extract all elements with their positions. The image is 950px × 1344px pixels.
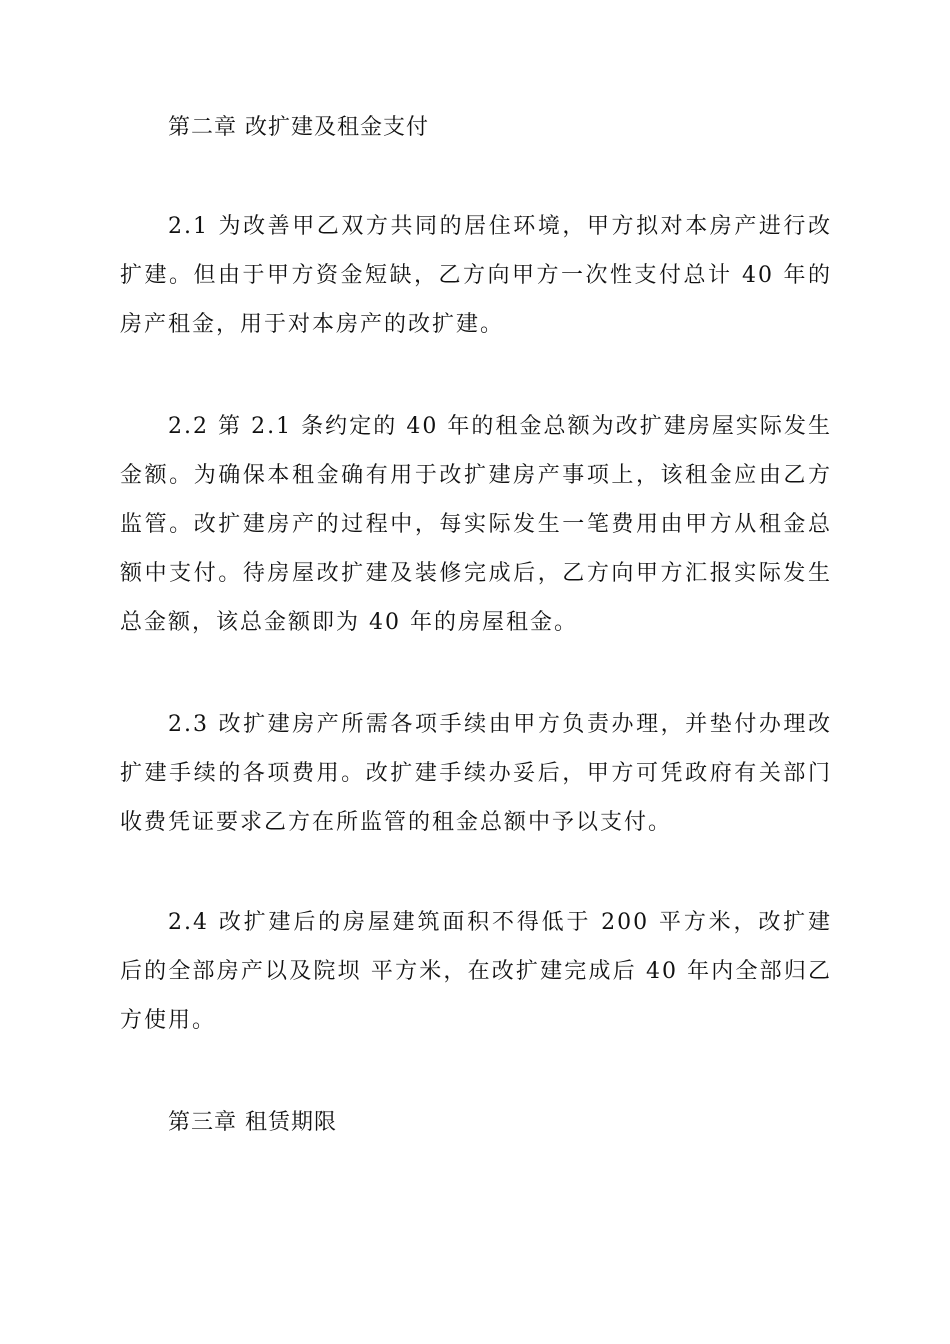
clause-2-1: 2.1 为改善甲乙双方共同的居住环境，甲方拟对本房产进行改扩建。但由于甲方资金短缺，乙方向甲方一次性支付总计 40 年的房产租金，用于对本房产的改扩建。: [120, 214, 832, 337]
chapter-2-heading: 第二章 改扩建及租金支付: [168, 115, 429, 140]
clause-2-4: 2.4 改扩建后的房屋建筑面积不得低于 200 平方米，改扩建后的全部房产以及院坝 平方米，在改扩建完成后 40 年内全部归乙方使用。: [120, 910, 832, 1033]
chapter-3-heading: 第三章 租赁期限: [168, 1110, 337, 1135]
clause-2-2: 2.2 第 2.1 条约定的 40 年的租金总额为改扩建房屋实际发生金额。为确保本租金确有用于改扩建房产事项上，该租金应由乙方监管。改扩建房产的过程中，每实际发生一笔费用由甲方从租金总额中支付。待房屋改扩建及装修完成后，乙方向甲方汇报实际发生总金额，该总金额即为 40 年的房屋租金。: [120, 414, 832, 635]
clause-2-3: 2.3 改扩建房产所需各项手续由甲方负责办理，并垫付办理改扩建手续的各项费用。改扩建手续办妥后，甲方可凭政府有关部门收费凭证要求乙方在所监管的租金总额中予以支付。: [120, 712, 832, 835]
